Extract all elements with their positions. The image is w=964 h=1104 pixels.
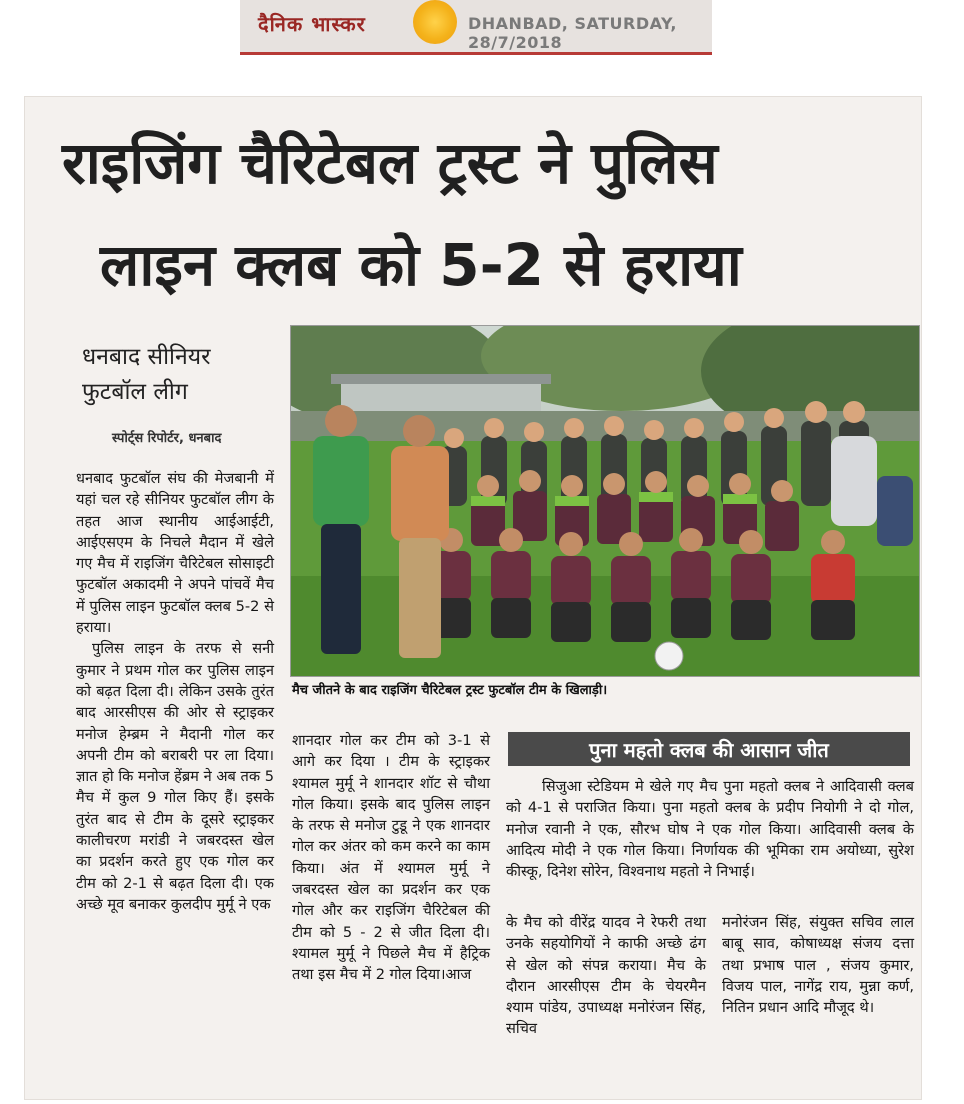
- paragraph: शानदार गोल कर टीम को 3-1 से आगे कर दिया । टीम के स्ट्राइकर श्यामल मुर्मू ने शानदार शॉट से चौथा गोल किया। इसके बाद पुलिस लाइन के तरफ से मनोज टुडू ने एक शानदार गोल कर अंतर को कम करने का काम किया। अंत में श्यामल मुर्मू ने जबरदस्त खेल का प्रदर्शन कर एक गोल और कर राइजिंग चैरिटेबल की टीम को 5 - 2 से जीत दिला दी। श्यामल मुर्मू ने पिछले मैच में हैट्रिक तथा इस मैच में 2 गोल दिया।आज: [292, 732, 490, 984]
- article-column-3: [506, 776, 914, 882]
- newspaper-masthead: [240, 0, 712, 55]
- team-photo: [290, 325, 920, 677]
- paragraph: धनबाद फुटबॉल संघ की मेजबानी में यहां चल रहे सीनियर फुटबॉल लीग के तहत आज स्थानीय आईआईटी, आईएसएम के निचले मैदान में खेले गए मैच में राइजिंग चैरिटेबल सोसाइटी फुटबॉल अकादमी ने अपने पांचवें मैच में पुलिस लाइन फुटबॉल क्लब 5-2 से हराया।: [76, 470, 274, 637]
- subheading: [82, 340, 282, 409]
- paragraph: सिजुआ स्टेडियम मे खेले गए मैच पुना महतो क्लब ने आदिवासी क्लब को 4-1 से पराजित किया। पुना महतो क्लब के प्रदीप नियोगी ने दो गोल, मनोज रवानी ने एक, सौरभ घोष ने एक गोल किया। आदिवासी क्लब के आदित्य मोदी ने एक गोल किया। निर्णायक की भूमिका राम अयोध्या, सुरेश कीस्कू, दिनेश सोरेन, विश्वनाथ महतो ने निभाई।: [506, 778, 914, 881]
- newspaper-logo: दैनिक भास्कर: [258, 12, 366, 36]
- paragraph: मनोरंजन सिंह, संयुक्त सचिव लाल बाबू साव, कोषाध्यक्ष संजय दत्ता तथा प्रभाष पाल , संजय कुमार, विजय पाल, नागेंद्र राय, मुन्ना कर्ण, नितिन प्रधान आदि मौजूद थे।: [722, 914, 914, 1017]
- byline: स्पोर्ट्स रिपोर्टर, धनबाद: [112, 431, 222, 446]
- paragraph: पुलिस लाइन के तरफ से सनी कुमार ने प्रथम गोल कर पुलिस लाइन को बढ़त दिला दी। लेकिन उसके तुरंत बाद आरसीएस की ओर से स्ट्राइकर मनोज हेम्ब्रम ने मैदानी गोल कर अपनी टीम को बराबरी पर ला दिया। ज्ञात हो कि मनोज हेंब्रम ने अब तक 5 मैच में कुल 9 गोल किए हैं। इसके तुरंत बाद से टीम के दूसरे स्ट्राइकर कालीचरण मरांडी ने जबरदस्त खेल का प्रदर्शन करते हुए एक गोल कर टीम को 2-1 से बढ़त दिला दी। एक अच्छे मूव बनाकर कुलदीप मुर्मू ने एक: [76, 640, 274, 913]
- article-column-1: [76, 468, 274, 915]
- subheading-line-1: धनबाद सीनियर: [82, 344, 211, 370]
- article-column-4: [506, 912, 706, 1040]
- photo-caption: मैच जीतने के बाद राइजिंग चैरिटेबल ट्रस्ट फुटबॉल टीम के खिलाड़ी।: [292, 683, 608, 698]
- sub-headline: पुना महतो क्लब की आसान जीत: [508, 732, 910, 766]
- edition-date: DHANBAD, SATURDAY, 28/7/2018: [468, 14, 677, 52]
- subheading-line-2: फुटबॉल लीग: [82, 378, 188, 405]
- paragraph: के मैच को वीरेंद्र यादव ने रेफरी तथा उनके सहयोगियों ने काफी अच्छे ढंग से खेल को संपन्न कराया। मैच के दौरान आरसीएस टीम के चेयरमैन श्याम पांडेय, उपाध्यक्ष मनोरंजन सिंह, सचिव: [506, 914, 706, 1038]
- headline-line-2: लाइन क्लब को 5-2 से हराया: [100, 231, 742, 299]
- headline-line-1: राइजिंग चैरिटेबल ट्रस्ट ने पुलिस: [62, 129, 718, 197]
- article-column-5: [722, 912, 914, 1018]
- team-photo-image: [291, 326, 919, 676]
- article-column-2: [292, 730, 490, 986]
- sun-logo-icon: [413, 0, 457, 44]
